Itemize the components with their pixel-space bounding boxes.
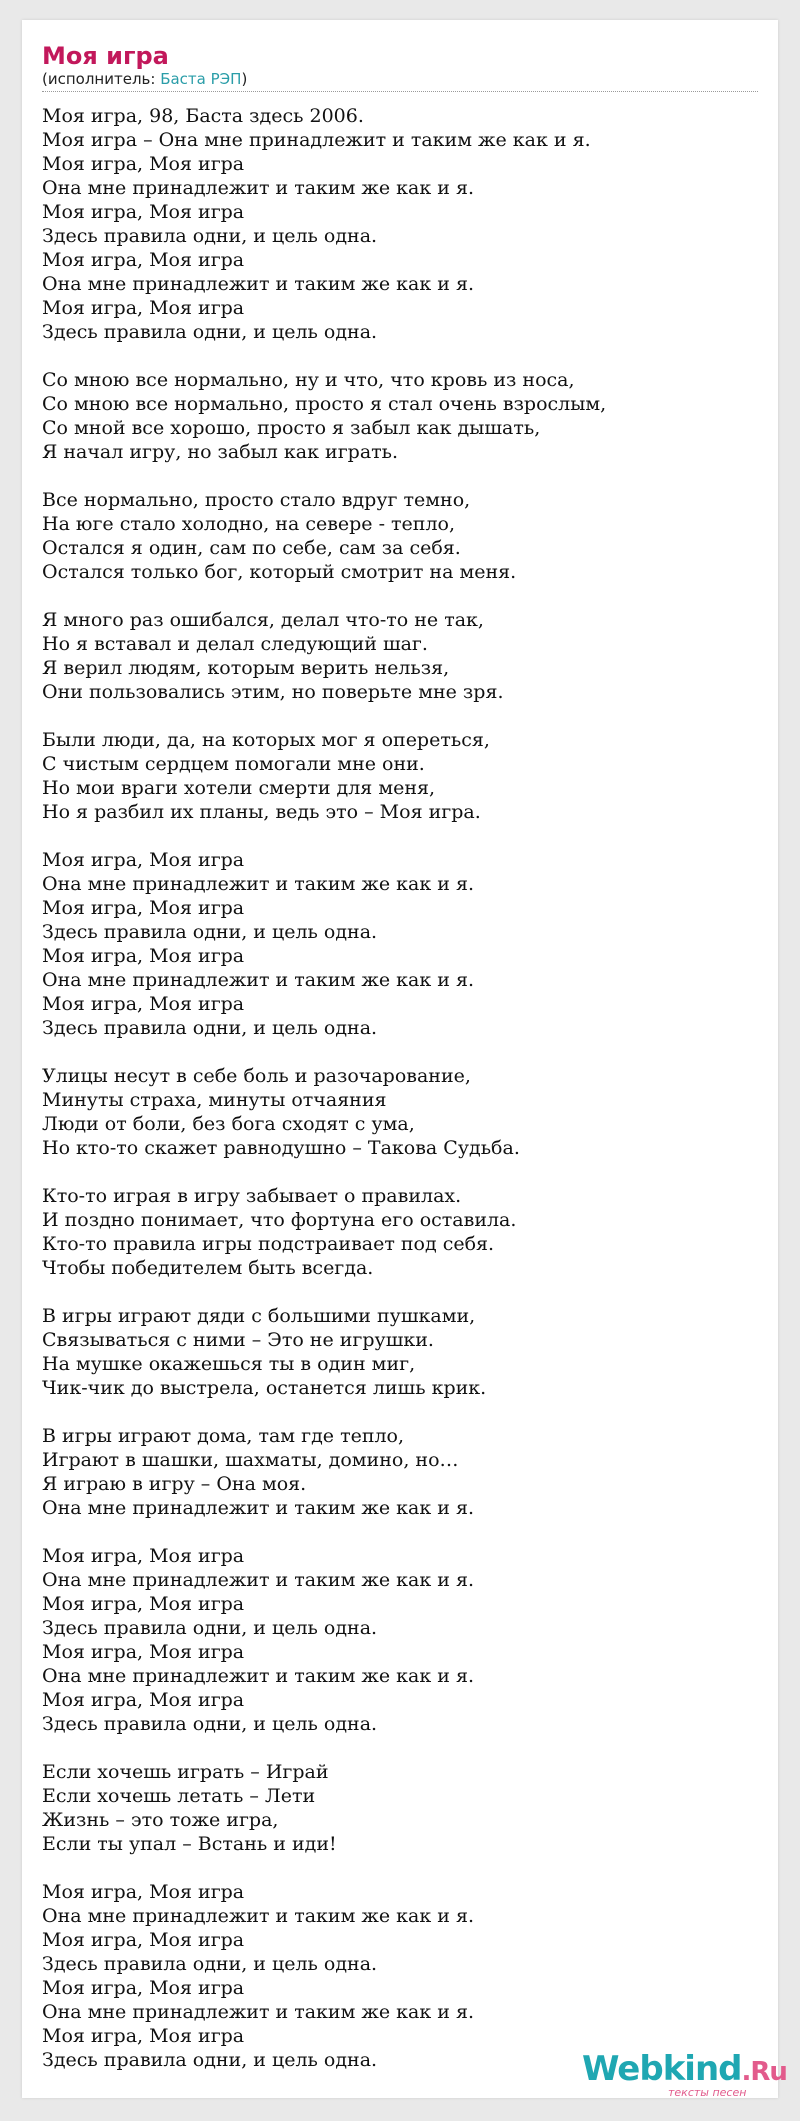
lyric-line: Она мне принадлежит и таким же как и я. — [42, 2001, 475, 2023]
webkind-logo[interactable] — [582, 2049, 787, 2099]
lyric-line: Я много раз ошибался, делал что-то не так, — [42, 609, 484, 631]
lyrics-stanza — [42, 1880, 758, 2072]
logo-tld: .Ru — [741, 2057, 787, 2087]
artist-link[interactable]: Баста РЭП — [160, 70, 242, 88]
lyric-line: Улицы несут в себе боль и разочарование, — [42, 1065, 471, 1087]
lyric-line: Она мне принадлежит и таким же как и я. — [42, 969, 475, 991]
lyric-line: Все нормально, просто стало вдруг темно, — [42, 489, 471, 511]
lyric-line: Моя игра, Моя игра — [42, 849, 245, 871]
lyric-line: Играют в шашки, шахматы, домино, но… — [42, 1449, 459, 1471]
lyric-line: Минуты страха, минуты отчаяния — [42, 1089, 387, 1111]
lyric-line: Но мои враги хотели смерти для меня, — [42, 777, 436, 799]
lyric-line: Моя игра, Моя игра — [42, 1929, 245, 1951]
lyrics-stanza — [42, 1304, 758, 1400]
logo-wordmark — [582, 2049, 787, 2091]
lyric-line: Здесь правила одни, и цель одна. — [42, 1713, 378, 1735]
lyric-line: Здесь правила одни, и цель одна. — [42, 921, 378, 943]
lyric-line: Она мне принадлежит и таким же как и я. — [42, 1569, 475, 1591]
lyric-line: Моя игра, Моя игра — [42, 897, 245, 919]
lyric-line: Если ты упал – Встань и иди! — [42, 1833, 337, 1855]
lyrics-card — [22, 20, 787, 2099]
lyric-line: Она мне принадлежит и таким же как и я. — [42, 1905, 475, 1927]
lyric-line: Моя игра, Моя игра — [42, 2025, 245, 2047]
lyric-line: Моя игра, Моя игра — [42, 1593, 245, 1615]
lyrics-stanza — [42, 608, 758, 704]
lyric-line: Если хочешь летать – Лети — [42, 1785, 316, 1807]
artist-line — [42, 70, 758, 89]
lyric-line: Здесь правила одни, и цель одна. — [42, 1617, 378, 1639]
lyric-line: Здесь правила одни, и цель одна. — [42, 2049, 378, 2071]
lyric-line: Она мне принадлежит и таким же как и я. — [42, 873, 475, 895]
lyric-line: Если хочешь играть – Играй — [42, 1761, 329, 1783]
lyric-line: Здесь правила одни, и цель одна. — [42, 1953, 378, 1975]
lyric-line: Остался я один, сам по себе, сам за себя. — [42, 537, 461, 559]
lyric-line: Моя игра, Моя игра — [42, 297, 245, 319]
lyric-line: Она мне принадлежит и таким же как и я. — [42, 1497, 475, 1519]
lyric-line: Связываться с ними – Это не игрушки. — [42, 1329, 434, 1351]
lyrics-stanza — [42, 1544, 758, 1736]
lyric-line: Но кто-то скажет равнодушно – Такова Судьба. — [42, 1137, 520, 1159]
lyric-line: Здесь правила одни, и цель одна. — [42, 321, 378, 343]
lyric-line: Моя игра, Моя игра — [42, 1545, 245, 1567]
lyric-line: На мушке окажешься ты в один миг, — [42, 1353, 416, 1375]
lyric-line: Жизнь – это тоже игра, — [42, 1809, 279, 1831]
lyric-line: Со мною все нормально, ну и что, что кровь из носа, — [42, 369, 575, 391]
lyrics-stanza — [42, 848, 758, 1040]
lyric-line: Я начал игру, но забыл как играть. — [42, 441, 399, 463]
logo-tagline: тексты песен — [668, 2086, 747, 2099]
lyric-line: Моя игра, Моя игра — [42, 945, 245, 967]
lyric-line: Были люди, да, на которых мог я опереться, — [42, 729, 490, 751]
lyric-line: И поздно понимает, что фортуна его оставила. — [42, 1209, 517, 1231]
lyrics-stanza — [42, 104, 758, 344]
lyric-line: Она мне принадлежит и таким же как и я. — [42, 273, 475, 295]
artist-suffix: ) — [241, 70, 248, 88]
lyrics-stanza — [42, 488, 758, 584]
song-header — [42, 42, 758, 92]
lyric-line: Они пользовались этим, но поверьте мне зря. — [42, 681, 504, 703]
lyric-line: Здесь правила одни, и цель одна. — [42, 1017, 378, 1039]
lyric-line: Со мною все нормально, просто я стал очень взрослым, — [42, 393, 607, 415]
lyric-line: Остался только бог, который смотрит на меня. — [42, 561, 517, 583]
lyric-line: Чтобы победителем быть всегда. — [42, 1257, 374, 1279]
lyric-line: Моя игра – Она мне принадлежит и таким же как и я. — [42, 129, 591, 151]
lyrics-stanza — [42, 728, 758, 824]
lyric-line: С чистым сердцем помогали мне они. — [42, 753, 425, 775]
lyric-line: Моя игра, 98, Баста здесь 2006. — [42, 105, 364, 127]
lyric-line: Люди от боли, без бога сходят с ума, — [42, 1113, 415, 1135]
lyric-line: Моя игра, Моя игра — [42, 993, 245, 1015]
lyrics-stanza — [42, 1184, 758, 1280]
lyric-line: В игры играют дома, там где тепло, — [42, 1425, 405, 1447]
lyric-line: Моя игра, Моя игра — [42, 153, 245, 175]
lyrics-body — [42, 104, 758, 2096]
lyric-line: На юге стало холодно, на севере - тепло, — [42, 513, 456, 535]
lyric-line: В игры играют дяди с большими пушками, — [42, 1305, 476, 1327]
lyric-line: Я верил людям, которым верить нельзя, — [42, 657, 450, 679]
lyric-line: Кто-то правила игры подстраивает под себя. — [42, 1233, 495, 1255]
logo-main-text: Webkind — [582, 2049, 742, 2089]
lyric-line: Но я разбил их планы, ведь это – Моя игра. — [42, 801, 481, 823]
lyric-line: Моя игра, Моя игра — [42, 1689, 245, 1711]
lyric-line: Со мной все хорошо, просто я забыл как дышать, — [42, 417, 541, 439]
lyrics-stanza — [42, 1424, 758, 1520]
lyric-line: Она мне принадлежит и таким же как и я. — [42, 177, 475, 199]
artist-prefix: (исполнитель: — [42, 70, 161, 88]
lyrics-stanza — [42, 1064, 758, 1160]
lyric-line: Кто-то играя в игру забывает о правилах. — [42, 1185, 462, 1207]
lyrics-stanza — [42, 1760, 758, 1856]
lyric-line: Чик-чик до выстрела, останется лишь крик. — [42, 1377, 487, 1399]
lyric-line: Моя игра, Моя игра — [42, 1641, 245, 1663]
lyrics-stanza — [42, 368, 758, 464]
lyric-line: Моя игра, Моя игра — [42, 1881, 245, 1903]
lyric-line: Моя игра, Моя игра — [42, 1977, 245, 1999]
lyric-line: Здесь правила одни, и цель одна. — [42, 225, 378, 247]
lyric-line: Она мне принадлежит и таким же как и я. — [42, 1665, 475, 1687]
lyric-line: Но я вставал и делал следующий шаг. — [42, 633, 428, 655]
lyric-line: Моя игра, Моя игра — [42, 201, 245, 223]
lyric-line: Моя игра, Моя игра — [42, 249, 245, 271]
lyric-line: Я играю в игру – Она моя. — [42, 1473, 307, 1495]
song-title: Моя игра — [42, 42, 169, 70]
